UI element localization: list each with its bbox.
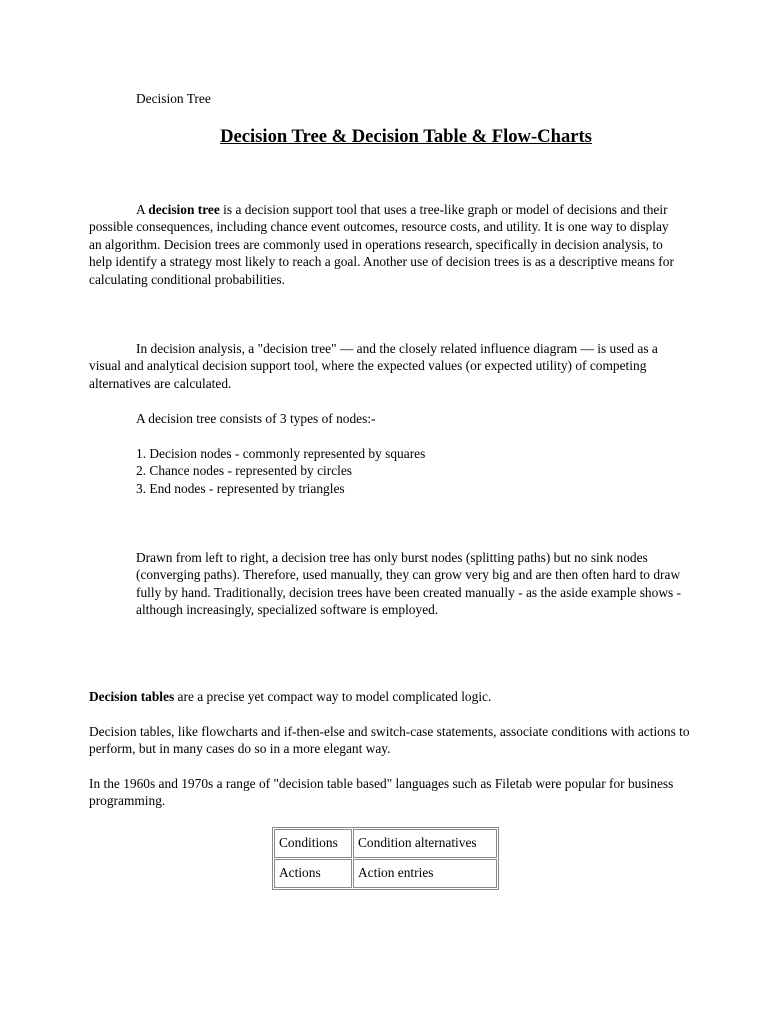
- table-cell: Condition alternatives: [353, 829, 497, 858]
- running-header: Decision Tree: [136, 91, 211, 106]
- table-cell: Conditions: [274, 829, 352, 858]
- paragraph-decision-tables: [89, 688, 719, 705]
- bold-term-decision-tables: Decision tables: [89, 689, 175, 704]
- paragraph-body: are a precise yet compact way to model complicated logic.: [174, 689, 492, 704]
- list-item: 1. Decision nodes - commonly represented by squares: [136, 446, 426, 461]
- paragraph-body: is a decision support tool that uses a tree-like graph or model of decisions and their possible consequences, including chance event outcomes, resource costs, and utility. It is one way to display an algorithm. Decision trees are commonly used in operations research, specifically in decision analysis, to help identify a strategy most likely to reach a goal. Another use of decision trees is as a descriptive means for calculating conditional probabilities.: [89, 202, 674, 287]
- decision-table: [272, 827, 499, 890]
- node-type-list: [136, 445, 696, 497]
- table-row: [274, 859, 497, 888]
- paragraph-decision-analysis: [89, 340, 683, 392]
- bold-term-decision-tree: decision tree: [148, 202, 220, 217]
- paragraph-prefix: A: [136, 202, 149, 217]
- paragraph-body: In decision analysis, a "decision tree" — and the closely related influence diagram — is used as a visual and analytical decision support tool, where the expected values (or expected utility) of competing alternatives are calculated.: [89, 341, 658, 391]
- list-item: 3. End nodes - represented by triangles: [136, 480, 345, 496]
- paragraph-decision-tables-comparison: Decision tables, like flowcharts and if-then-else and switch-case statements, associate conditions with actions to perform, but in many cases do so in a more elegant way.: [89, 724, 690, 757]
- paragraph-decision-tree-definition: [89, 201, 683, 288]
- paragraph-decision-table-languages: In the 1960s and 1970s a range of "decision table based" languages such as Filetab were popular for business programming.: [89, 776, 674, 809]
- list-item: 2. Chance nodes - represented by circles: [136, 463, 353, 479]
- table-row: [274, 829, 497, 858]
- nodes-intro: A decision tree consists of 3 types of nodes:-: [136, 411, 376, 426]
- page-title: Decision Tree & Decision Table & Flow-Charts: [220, 126, 592, 147]
- table-cell: Actions: [274, 859, 352, 888]
- table-cell: Action entries: [353, 859, 497, 888]
- paragraph-drawing: Drawn from left to right, a decision tree has only burst nodes (splitting paths) but no sink nodes (converging paths). Therefore, used manually, they can grow very big and are then often hard to draw fully by hand. Traditionally, decision trees have been created manually - as the aside example shows - although increasingly, specialized software is employed.: [136, 550, 682, 618]
